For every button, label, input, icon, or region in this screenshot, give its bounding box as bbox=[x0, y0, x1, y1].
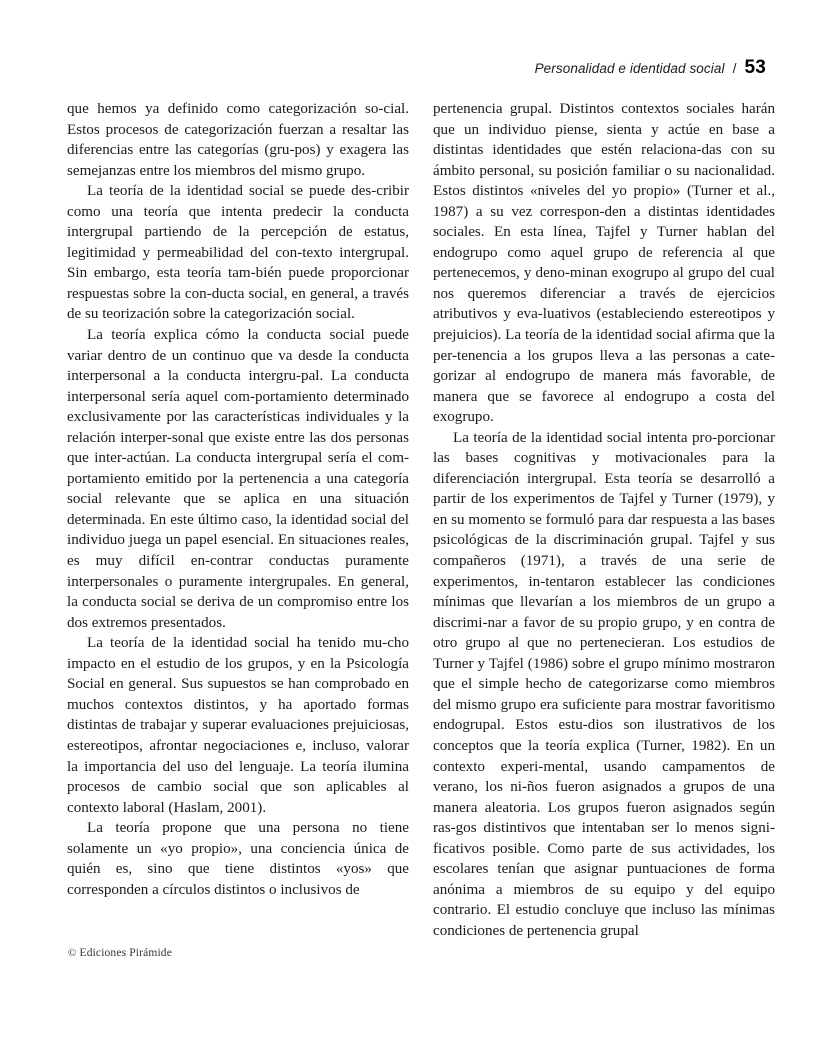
body-columns bbox=[67, 99, 775, 941]
paragraph: La teoría explica cómo la conducta social puede variar dentro de un continuo que va desde la conducta interpersonal a la conducta intergru-pal. La conducta interpersonal sería aquel com-portamiento determinado exclusivamente por las características individuales y la relación interper-sonal que existe entre las dos personas que inter-actúan. La conducta intergrupal sería el com-portamiento emitido por la pertenencia a una categoría social relevante que se aplica en una situación determinada. En este último caso, la identidad social del individuo juega un papel esencial. En situaciones reales, es muy difícil en-contrar conductas puramente interpersonales o puramente intergrupales. En general, la conducta social se deriva de un compromiso entre los dos extremos presentados. bbox=[67, 327, 409, 631]
paragraph: La teoría de la identidad social intenta pro-porcionar las bases cognitivas y motivacionales para la diferenciación intergrupal. Esta teoría se desarrolló a partir de los experimentos de Tajfel y Turner (1979), y en su momento se formuló para dar respuesta a las bases psicológicas de la discriminación grupal. Tajfel y sus compañeros (1971), a través de una serie de experimentos, in-tentaron establecer las condiciones mínimas que llevarían a los miembros de un grupo a discrimi-nar a favor de su propio grupo, y en contra de otro grupo al que no pertenecieran. Los estudios de Turner y Tajfel (1986) sobre el grupo mínimo mostraron que el simple hecho de categorizarse como miembros del mismo grupo era suficiente para mostrar favoritismo endogrupal. Estos estu-dios son ilustrativos de los conceptos que la teoría explica (Turner, 1982). En un contexto experi-mental, usando campamentos de verano, los ni-ños fueron asignados a grupos de una manera aleatoria. Los grupos fueron asignados según ras-gos distintivos que intentaban ser lo menos signi-ficativos posible. Como parte de sus actividades, los escolares tenían que asignar puntuaciones de forma anónima a miembros de su equipo y del equipo contrario. El estudio concluye que incluso las mínimas condiciones de pertenencia grupal bbox=[433, 429, 775, 939]
paragraph: La teoría propone que una persona no tiene solamente un «yo propio», una conciencia única de quién es, sino que tiene distintos «yos» que corresponden a círculos distintos o inclusivos de bbox=[67, 820, 409, 898]
paragraph: pertenencia grupal. Distintos contextos sociales harán que un individuo piense, sienta y actúe en base a distintas identidades que estén relaciona-das con su ámbito personal, su posición familiar o su nacionalidad. Estos distintos «niveles del yo propio» (Turner et al., 1987) a su vez correspon-den a distintas identidades sociales. En esta línea, Tajfel y Turner hablan del endogrupo como aquel grupo de referencia al que pertenecemos, y deno-minan exogrupo al grupo del cual nos queremos diferenciar a través de ejercicios atributivos y eva-luativos (estableciendo estereotipos y prejuicios). La teoría de la identidad social afirma que la per-tenencia a los grupos lleva a las personas a cate-gorizar al endogrupo de manera más favorable, de manera que se favorece al endogrupo a costa del exogrupo. bbox=[433, 101, 775, 426]
column-left bbox=[67, 99, 409, 941]
column-right bbox=[433, 99, 775, 941]
footer-copyright bbox=[68, 947, 172, 959]
paragraph: La teoría de la identidad social se puede des-cribir como una teoría que intenta predecir la conducta intergrupal partiendo de la percepción de estatus, legitimidad y permeabilidad del con-texto intergrupal. Sin embargo, esta teoría tam-bién puede proporcionar respuestas sobre la con-ducta social, en general, a través de su teorización sobre la categorización social. bbox=[67, 183, 409, 323]
running-head-title: Personalidad e identidad social bbox=[534, 61, 725, 76]
running-head bbox=[535, 57, 766, 79]
paragraph: que hemos ya definido como categorización so-cial. Estos procesos de categorización fuerzan a resaltar las diferencias entre las categorías (gru-pos) y exagera las semejanzas entre los miembros del mismo grupo. bbox=[67, 101, 409, 179]
copyright-icon: © bbox=[68, 947, 77, 959]
running-head-separator: / bbox=[732, 60, 737, 76]
paragraph: La teoría de la identidad social ha tenido mu-cho impacto en el estudio de los grupos, y en la Psicología Social en general. Sus supuestos se han comprobado en muchos contextos distintos, y ha aportado formas distintas de trabajar y superar evaluaciones prejuiciosas, estereotipos, afrontar negociaciones e, incluso, valorar la importancia del uso del lenguaje. La teoría ilumina procesos de cambio social que son aplicables al contexto laboral (Haslam, 2001). bbox=[67, 635, 409, 816]
publisher-name: Ediciones Pirámide bbox=[79, 947, 172, 959]
page-number: 53 bbox=[744, 57, 766, 78]
